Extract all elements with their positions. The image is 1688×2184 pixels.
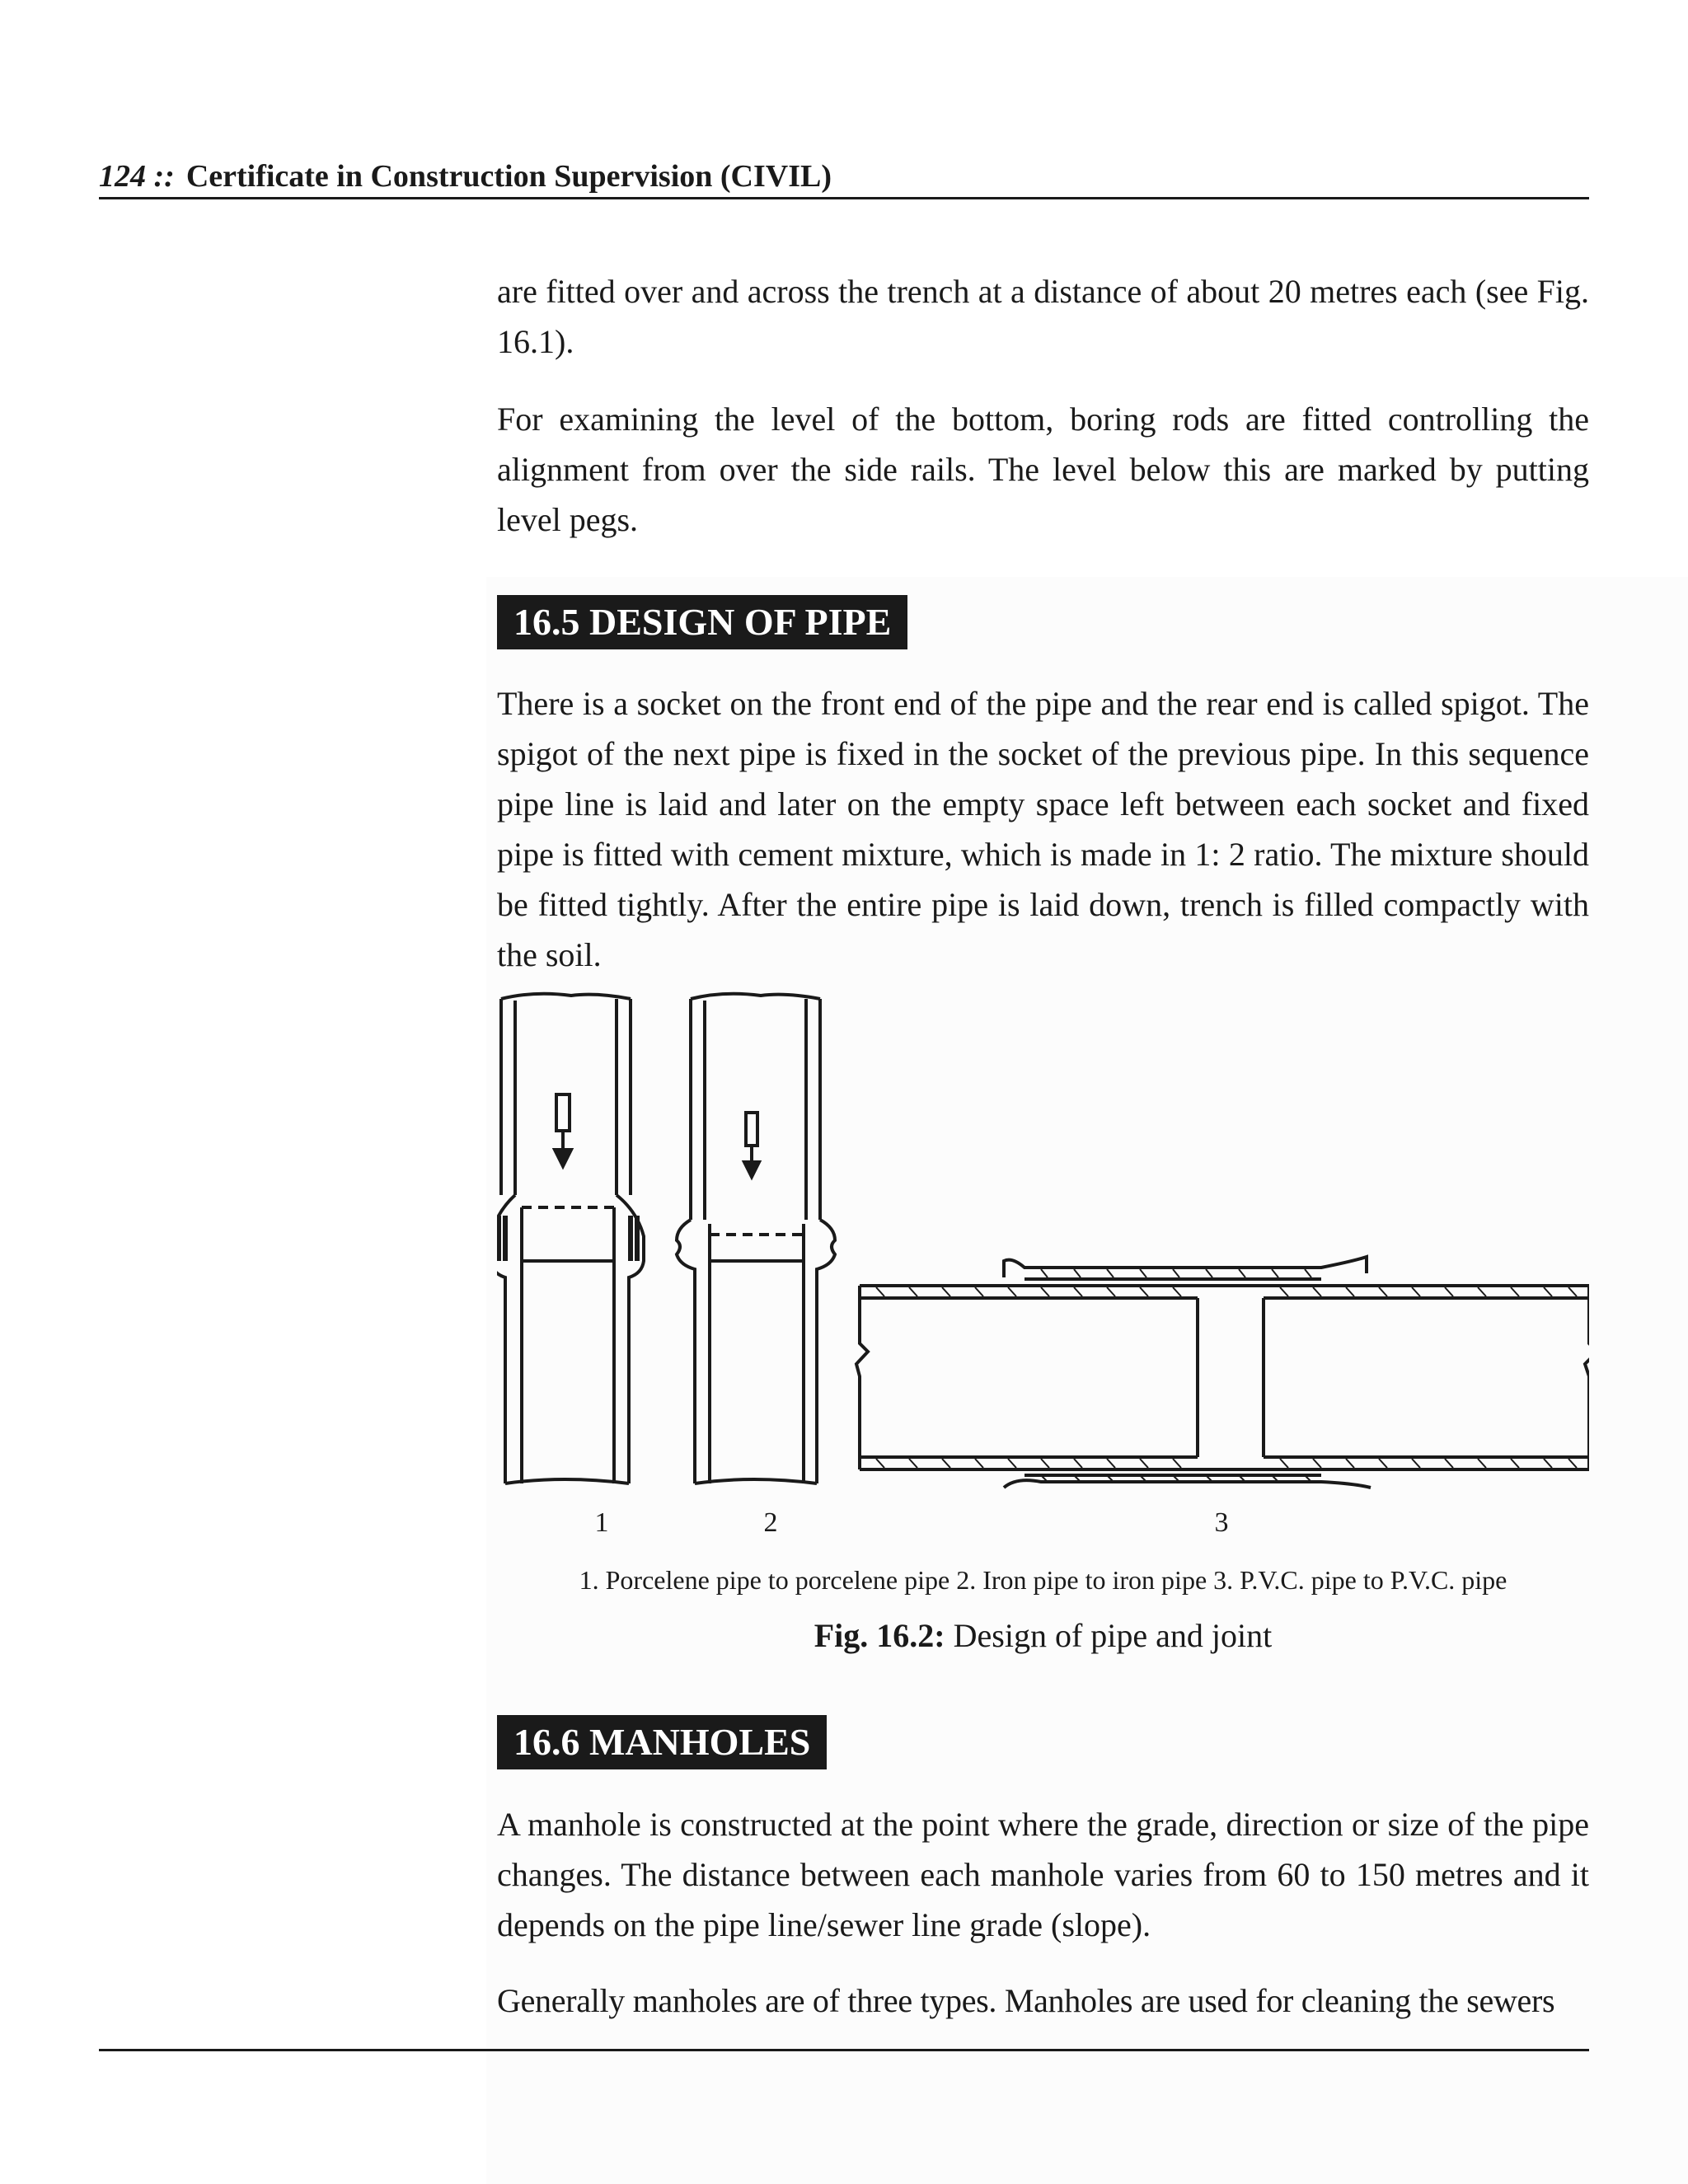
figure-caption (497, 1614, 1589, 1658)
paragraph-boring-rods: For examining the level of the bottom, boring rods are fitted controlling the alignment from over the side rails. The level below this are marked by putting level pegs. (497, 401, 1589, 538)
figure-label-2: 2 (763, 1507, 778, 1538)
figure-label-1: 1 (594, 1507, 609, 1538)
figure-caption-text: Design of pipe and joint (953, 1617, 1273, 1654)
header-rule (99, 197, 1589, 199)
figure-caption-number: Fig. 16.2: (814, 1617, 945, 1654)
paragraph-manhole-types: Generally manholes are of three types. Manholes are used for cleaning the sewers (497, 1982, 1555, 2019)
paragraph-socket-spigot: There is a socket on the front end of the pipe and the rear end is called spigot. The spigot of the next pipe is fixed in the socket of the previous pipe. In this sequence pipe line is laid and later on the empty space left between each socket and fixed pipe is fitted with cement mixture, which is made in 1: 2 ratio. The mixture should be fitted tightly. After the entire pipe is laid down, trench is filled compactly with the soil. (497, 685, 1589, 973)
pvc-pipe-joint (856, 1257, 1589, 1488)
page-number: 124 :: (99, 159, 175, 194)
running-header (99, 155, 1589, 198)
figure-label-3: 3 (1214, 1507, 1229, 1538)
footer-rule (99, 2049, 1589, 2051)
paragraph-trench-rails: are fitted over and across the trench at a distance of about 20 metres each (see Fig. 16.1). (497, 273, 1589, 360)
section-heading-design-of-pipe: 16.5 DESIGN OF PIPE (497, 595, 907, 649)
book-title: Certificate in Construction Supervision (CIVIL) (185, 159, 832, 194)
paragraph-manhole-definition: A manhole is constructed at the point where the grade, direction or size of the pipe changes. The distance between each manhole varies from 60 to 150 metres and it depends on the pipe line/sewer line grade (slope). (497, 1806, 1589, 1943)
iron-pipe-joint (677, 994, 835, 1483)
pipe-joint-drawing (497, 989, 1589, 1500)
figure-note: 1. Porcelene pipe to porcelene pipe 2. Iron pipe to iron pipe 3. P.V.C. pipe to P.V.C. pipe (579, 1565, 1507, 1595)
pipe-joint-figure (497, 989, 1589, 1538)
porcelain-pipe-joint (497, 994, 644, 1483)
section-heading-manholes: 16.6 MANHOLES (497, 1715, 827, 1769)
